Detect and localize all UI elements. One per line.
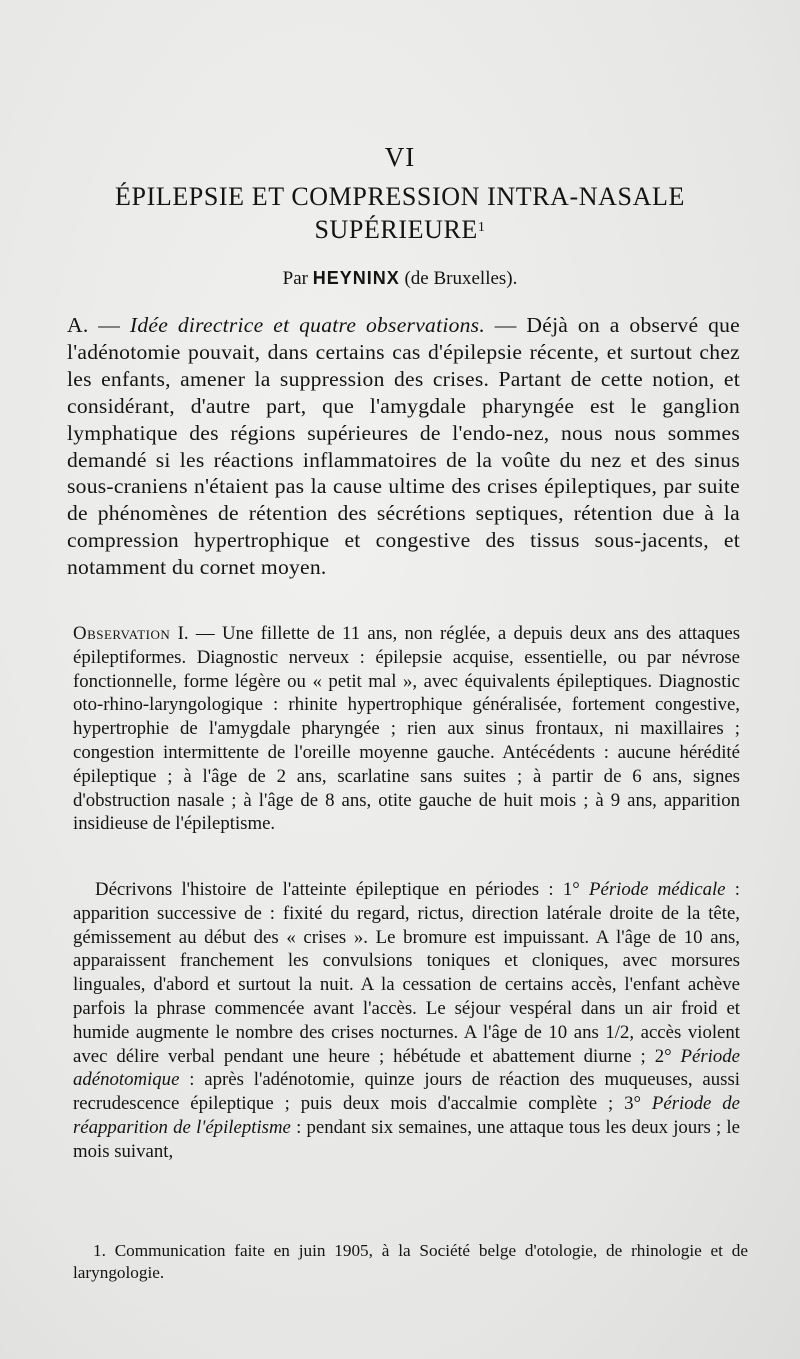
period-1-label: Période médicale [589,879,726,900]
section-a-paragraph [67,312,740,581]
period-1-text: : apparition successive de : fixité du regard, rictus, direction latérale droite de la tête, gémissement au début des « crises ». Le bromure est impuissant. A l'âge de 10 ans, apparaissent franchement les convulsions toniques et cloniques, avec morsures linguales, d'abord et surtout la nuit. A la cessation de certains accès, l'enfant achève parfois la phrase commencée avant l'accès. Le séjour vespéral dans un air froid et humide augmente le nombre des crises nocturnes. A l'âge de 10 ans 1/2, accès violent avec délire verbal pendant une heure ; hébétude et abattement diurne ; 2° [73,879,741,1067]
author-name: HEYNINX [312,268,400,288]
period-2-label: Période adénotomique [73,1045,740,1091]
chapter-number: VI [384,142,416,172]
footnote-mark: 1. [93,1241,106,1260]
chapter-title [0,180,800,246]
history-intro: Décrivons l'histoire de l'atteinte épileptique en périodes : 1° [95,879,580,900]
observation-label: Observation [73,623,171,644]
period-3-text: : pendant six semaines, une attaque tous les deux jours ; le mois suivant, [73,1116,740,1162]
byline-prefix: Par [282,268,308,289]
footnote-reference: 1 [477,220,486,235]
byline-affiliation: (de Bruxelles). [404,268,518,289]
byline [0,268,800,290]
period-2-text: : après l'adénotomie, quinze jours de réaction des muqueuses, aussi recrudescence épileptique ; puis deux mois d'accalmie complète ; 3° [73,1069,740,1115]
title-line-2: SUPÉRIEURE [314,215,478,244]
footnote [73,1240,748,1284]
observation-paragraph [73,622,740,836]
section-a-subtitle: Idée directrice et quatre observations. [129,313,485,337]
section-a-text: — Déjà on a observé que l'adénotomie pouvait, dans certains cas d'épilepsie récente, et surtout chez les enfants, amener la suppression des crises. Partant de cette notion, et considérant, d'autre part, que l'amygdale pharyngée est le ganglion lymphatique des régions supérieures de l'endo-nez, nous nous sommes demandé si les réactions inflammatoires de la voûte du nez et des sinus sous-craniens n'étaient pas la cause ultime des crises épileptiques, par suite de phénomènes de rétention des sécrétions septiques, rétention due à la compression hypertrophique et congestive des tissus sous-jacents, et notamment du cornet moyen. [67,313,741,580]
section-a-label: A. — [67,313,121,337]
history-paragraph [73,878,740,1164]
title-line-1: ÉPILEPSIE ET COMPRESSION INTRA-NASALE [115,182,685,211]
period-3-label: Période de réapparition de l'épileptisme [73,1093,741,1138]
footnote-text: Communication faite en juin 1905, à la Société belge d'otologie, de rhinologie et de laryngologie. [73,1241,748,1282]
observation-text: — Une fillette de 11 ans, non réglée, a depuis deux ans des attaques épileptiformes. Diagnostic nerveux : épilepsie acquise, essentielle, ou par névrose fonctionnelle, forme légère ou « petit mal », avec équivalents épileptiques. Diagnostic oto-rhino-laryngologique : rhinite hypertrophique généralisée, fortement congestive, hypertrophie de l'amygdale pharyngée ; rien aux sinus frontaux, ni maxillaires ; congestion intermittente de l'oreille moyenne gauche. Antécédents : aucune hérédité épileptique ; à l'âge de 2 ans, scarlatine sans suites ; à partir de 6 ans, signes d'obstruction nasale ; à l'âge de 8 ans, otite gauche de huit mois ; à 9 ans, apparition insidieuse de l'épileptisme. [73,623,741,835]
observation-number: I. [177,623,189,644]
